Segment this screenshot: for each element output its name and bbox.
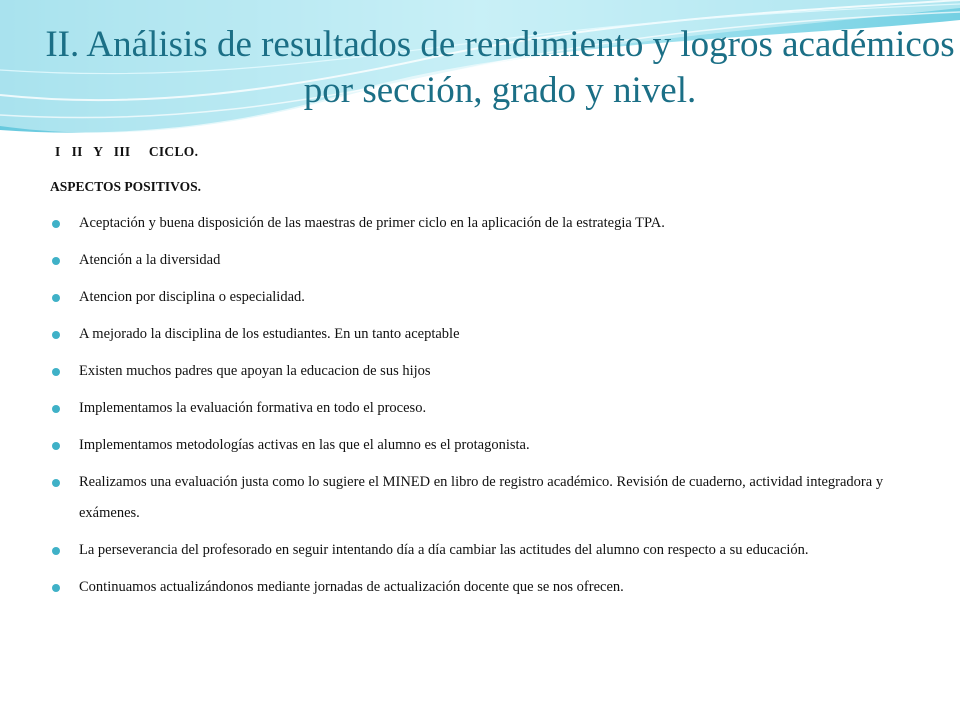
- bullet-dot-icon: [52, 442, 60, 450]
- bullet-dot-icon: [52, 479, 60, 487]
- list-item-text: A mejorado la disciplina de los estudiantes. En un tanto aceptable: [79, 326, 460, 342]
- list-item: [50, 393, 920, 424]
- bullet-dot-icon: [52, 220, 60, 228]
- bullet-dot-icon: [52, 368, 60, 376]
- list-item-text: Implementamos metodologías activas en las que el alumno es el protagonista.: [79, 437, 530, 453]
- list-item: [50, 467, 920, 529]
- list-item-text: Atención a la diversidad: [79, 252, 221, 268]
- list-item: [50, 572, 920, 603]
- list-item: [50, 356, 920, 387]
- slide-title: II. Análisis de resultados de rendimiento y logros académicos por sección, grado y nivel.: [45, 24, 955, 111]
- bullet-dot-icon: [52, 257, 60, 265]
- cycle-subheading: I II Y III CICLO.: [55, 144, 199, 159]
- list-item-text: Existen muchos padres que apoyan la educacion de sus hijos: [79, 363, 431, 379]
- bullet-dot-icon: [52, 294, 60, 302]
- list-item: [50, 282, 920, 313]
- bullet-list: [50, 208, 920, 609]
- list-item: [50, 319, 920, 350]
- list-item-text: Continuamos actualizándonos mediante jornadas de actualización docente que se nos ofrecen.: [79, 579, 624, 595]
- list-item-text: Aceptación y buena disposición de las maestras de primer ciclo en la aplicación de la estrategia TPA.: [79, 215, 665, 231]
- list-item-text: La perseverancia del profesorado en seguir intentando día a día cambiar las actitudes del alumno con respecto a su educación.: [79, 542, 809, 558]
- bullet-dot-icon: [52, 584, 60, 592]
- list-item: [50, 430, 920, 461]
- list-item: [50, 245, 920, 276]
- section-label: ASPECTOS POSITIVOS.: [50, 179, 202, 194]
- bullet-dot-icon: [52, 547, 60, 555]
- list-item-text: Atencion por disciplina o especialidad.: [79, 289, 305, 305]
- list-item-text: Realizamos una evaluación justa como lo sugiere el MINED en libro de registro académico. Revisión de cuaderno, actividad integradora y exámenes.: [79, 474, 884, 521]
- bullet-dot-icon: [52, 331, 60, 339]
- list-item-text: Implementamos la evaluación formativa en todo el proceso.: [79, 400, 427, 416]
- list-item: [50, 535, 920, 566]
- list-item: [50, 208, 920, 239]
- bullet-dot-icon: [52, 405, 60, 413]
